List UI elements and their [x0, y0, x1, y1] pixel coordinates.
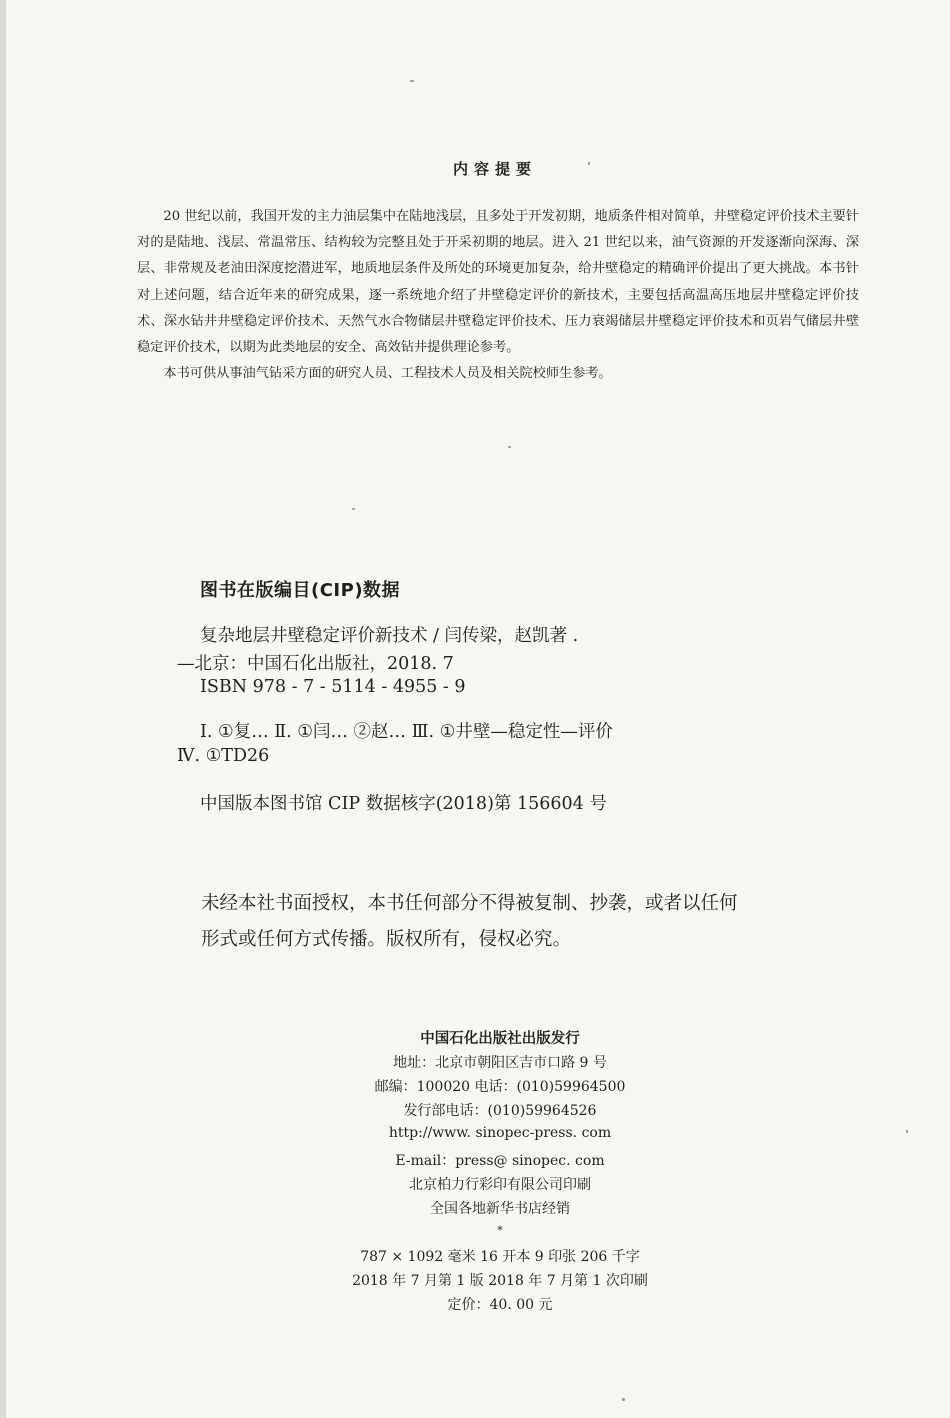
cip-title-line: 复杂地层井壁稳定评价新技术 / 闫传梁，赵凯著 . [200, 626, 579, 646]
summary-title: 内容提要 [452, 160, 537, 178]
publisher-address: 地址：北京市朝阳区吉市口路 9 号 [393, 1055, 607, 1071]
publisher-website: http://www. sinopec-press. com [388, 1125, 612, 1141]
scan-speck [352, 508, 355, 510]
distributor: 全国各地新华书店经销 [430, 1201, 570, 1217]
cip-classification-2: Ⅳ. ①TD26 [177, 746, 270, 766]
cip-classification-1: Ⅰ. ①复… Ⅱ. ①闫… ②赵… Ⅲ. ①井壁—稳定性—评价 [200, 722, 613, 742]
separator: * [497, 1224, 503, 1237]
price: 定价：40. 00 元 [447, 1297, 553, 1313]
cip-heading: 图书在版编目(CIP)数据 [200, 580, 401, 601]
cip-isbn: ISBN 978 - 7 - 5114 - 4955 - 9 [200, 677, 466, 697]
printer: 北京柏力行彩印有限公司印刷 [409, 1177, 591, 1193]
book-format: 787 × 1092 毫米 16 开本 9 印张 206 千字 [360, 1249, 640, 1265]
publisher-sales-phone: 发行部电话：(010)59964526 [403, 1103, 597, 1119]
summary-paragraph: 20 世纪以前，我国开发的主力油层集中在陆地浅层，且多处于开发初期，地质条件相对简单，井壁稳定评价技术主要针对的是陆地、浅层、常温常压、结构较为完整且处于开采初期的地层。进入 21 世纪以来，油气资源的开发逐渐向深海、深层、非常规及老油田深度挖潜进军，地质地层条件及所处的环境更加复杂，给井壁稳定的精确评价提出了更大挑战。本书针对上述问题，结合近年来的研究成果，逐一系统地介绍了井壁稳定评价的新技术，主要包括高温高压地层井壁稳定评价技术、深水钻井井壁稳定评价技术、天然气水合物储层井壁稳定评价技术、压力衰竭储层井壁稳定评价技术和页岩气储层井壁稳定评价技术，以期为此类地层的安全、高效钻井提供理论参考。 [137, 209, 859, 356]
edition-info: 2018 年 7 月第 1 版 2018 年 7 月第 1 次印刷 [352, 1273, 648, 1289]
cip-number: 中国版本图书馆 CIP 数据核字(2018)第 156604 号 [200, 794, 607, 814]
publisher-name: 中国石化出版社出版发行 [420, 1031, 580, 1047]
publisher-postcode-phone: 邮编：100020 电话：(010)59964500 [374, 1079, 626, 1095]
scan-speck [622, 1398, 625, 1401]
copyright-notice [201, 886, 811, 958]
copyright-line: 未经本社书面授权，本书任何部分不得被复制、抄袭，或者以任何 [201, 893, 738, 914]
scan-speck [508, 446, 511, 448]
publisher-email: E-mail：press@ sinopec. com [395, 1153, 605, 1169]
copyright-line: 形式或任何方式传播。版权所有，侵权必究。 [201, 929, 572, 950]
summary-paragraph: 本书可供从事油气钻采方面的研究人员、工程技术人员及相关院校师生参考。 [163, 366, 612, 382]
cip-publisher-line: —北京：中国石化出版社，2018. 7 [177, 654, 454, 674]
scan-speck [410, 80, 414, 82]
summary-body [137, 204, 859, 387]
